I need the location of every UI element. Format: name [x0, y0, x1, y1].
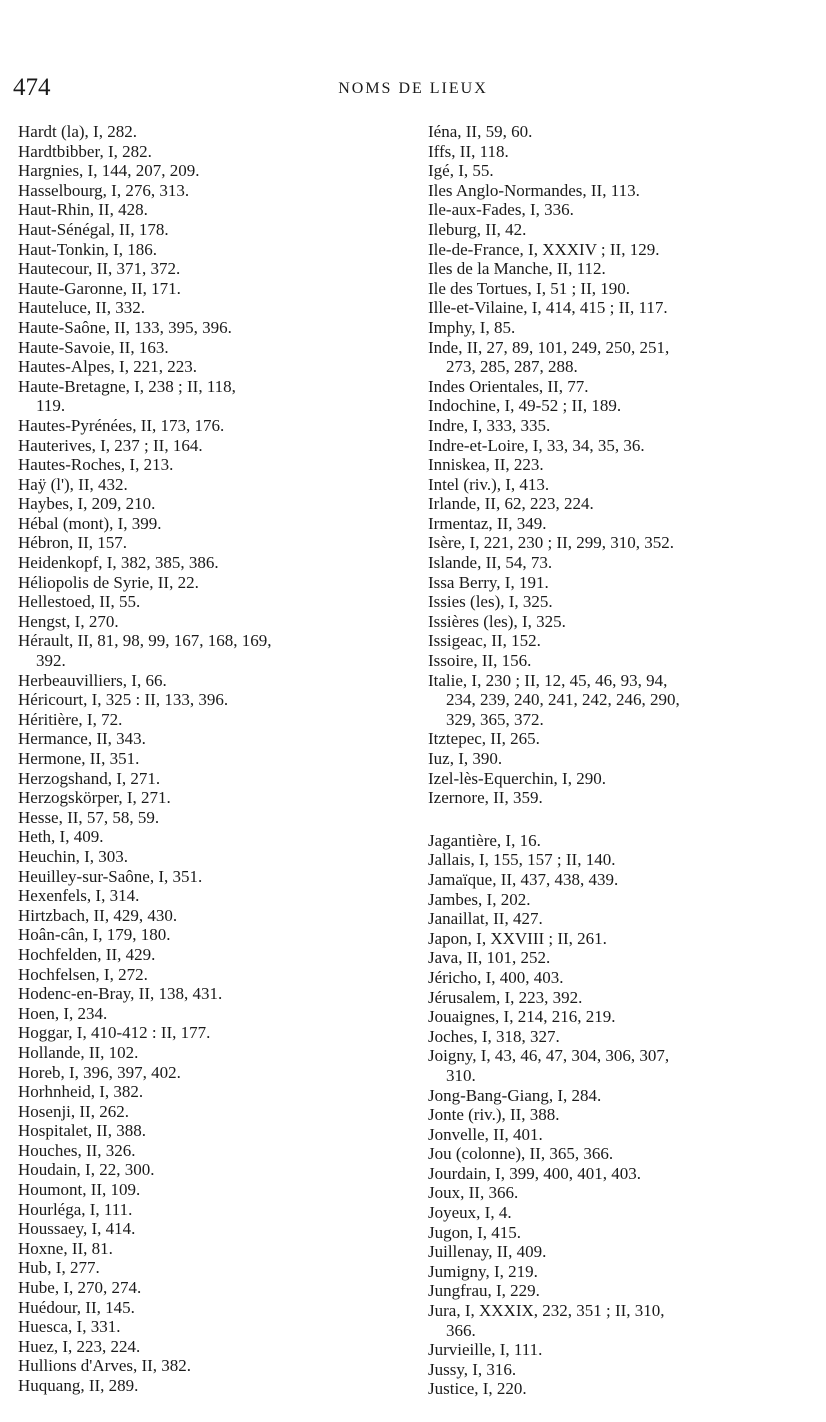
index-entry-text: Herzogskörper, I, 271. [18, 788, 171, 808]
index-entry [18, 161, 428, 181]
index-entry-text: Hexenfels, I, 314. [18, 886, 140, 906]
index-entry-text: Jussy, I, 316. [428, 1359, 517, 1379]
index-entry [428, 416, 824, 436]
index-entry [428, 220, 824, 240]
index-entry-text: Ille-et-Vilaine, I, 414, 415 ; II, 117. [428, 298, 668, 318]
index-entry-text: Indre, I, 333, 335. [428, 415, 551, 435]
index-entry [18, 749, 428, 769]
index-entry [428, 1125, 824, 1145]
index-entry-text: Joigny, I, 43, 46, 47, 304, 306, 307, [428, 1046, 670, 1066]
index-entry [428, 988, 824, 1008]
index-entry-text: Jura, I, XXXIX, 232, 351 ; II, 310, [428, 1301, 665, 1321]
index-entry-text: Issières (les), I, 325. [428, 611, 566, 631]
index-entry [428, 1340, 824, 1360]
index-entry-text: Jéricho, I, 400, 403. [428, 967, 564, 987]
index-entry [18, 1278, 428, 1298]
index-entry-text: Iéna, II, 59, 60. [428, 122, 533, 141]
index-entry [18, 886, 428, 906]
index-entry [18, 573, 428, 593]
index-entry-text: Horeb, I, 396, 397, 402. [18, 1062, 181, 1082]
index-entry-text: Justice, I, 220. [428, 1379, 527, 1399]
index-entry [428, 870, 824, 890]
index-entry [428, 909, 824, 929]
index-entry [18, 906, 428, 926]
index-entry-text: Islande, II, 54, 73. [428, 553, 553, 573]
index-entry-text: Joches, I, 318, 327. [428, 1026, 560, 1046]
index-entry-text: Jumigny, I, 219. [428, 1261, 538, 1281]
index-entry [18, 847, 428, 867]
index-entry [428, 494, 824, 514]
index-entry-text: Hauterives, I, 237 ; II, 164. [18, 435, 203, 455]
index-entry [428, 181, 824, 201]
index-entry [428, 1379, 824, 1399]
index-entry [18, 729, 428, 749]
index-entry-text: Hauteluce, II, 332. [18, 298, 145, 318]
index-entry-text: Huesca, I, 331. [18, 1317, 121, 1337]
index-entry [18, 436, 428, 456]
index-entry [18, 122, 428, 142]
index-entry [428, 1144, 824, 1164]
index-entry-text: Houches, II, 326. [18, 1140, 136, 1160]
section-gap [428, 808, 824, 831]
index-entry [18, 338, 428, 358]
index-entry [428, 142, 824, 162]
index-entry [428, 1223, 824, 1243]
index-entry [18, 1219, 428, 1239]
index-entry [428, 1007, 824, 1027]
index-entry-text: Imphy, I, 85. [428, 317, 516, 337]
index-entry-text: Hargnies, I, 144, 207, 209. [18, 161, 200, 181]
index-entry-continuation: 273, 285, 287, 288. [446, 357, 578, 377]
index-entry-text: Jérusalem, I, 223, 392. [428, 987, 583, 1007]
index-entry-text: Haute-Garonne, II, 171. [18, 278, 181, 298]
index-entry-text: Joux, II, 366. [428, 1183, 519, 1203]
index-entry [428, 377, 824, 397]
index-section-i [428, 122, 824, 808]
index-entry [18, 220, 428, 240]
index-entry [428, 929, 824, 949]
index-entry-text: Intel (riv.), I, 413. [428, 474, 550, 494]
index-entry-text: Huez, I, 223, 224. [18, 1336, 141, 1356]
index-entry [428, 948, 824, 968]
index-entry-text: Izel-lès-Equerchin, I, 290. [428, 768, 606, 788]
index-entry [428, 455, 824, 475]
index-entry-text: Hourléga, I, 111. [18, 1199, 133, 1219]
index-entry-text: Issoire, II, 156. [428, 651, 532, 671]
index-entry-text: Indes Orientales, II, 77. [428, 376, 589, 396]
index-entry-text: Hautecour, II, 371, 372. [18, 259, 181, 279]
index-entry-text: Ile-aux-Fades, I, 336. [428, 200, 574, 220]
index-entry [18, 181, 428, 201]
index-entry [428, 612, 824, 632]
index-entry [18, 475, 428, 495]
index-entry [428, 573, 824, 593]
index-entry-text: Heidenkopf, I, 382, 385, 386. [18, 553, 219, 573]
index-entry [18, 533, 428, 553]
index-entry-text: Hermone, II, 351. [18, 749, 140, 768]
index-entry-text: Herzogshand, I, 271. [18, 768, 161, 788]
index-entry [428, 1301, 824, 1340]
index-entry [18, 240, 428, 260]
index-entry-text: Héliopolis de Syrie, II, 22. [18, 572, 199, 592]
index-entry [428, 1360, 824, 1380]
index-entry [428, 890, 824, 910]
index-entry [18, 318, 428, 338]
index-entry-continuation: 392. [36, 651, 66, 671]
index-entry [18, 612, 428, 632]
index-entry [428, 514, 824, 534]
running-head: NOMS DE LIEUX [338, 80, 488, 97]
index-entry [428, 396, 824, 416]
index-entry [428, 298, 824, 318]
index-entry [428, 553, 824, 573]
index-entry-text: Jamaïque, II, 437, 438, 439. [428, 869, 619, 889]
index-entry-continuation: 310. [446, 1065, 476, 1085]
index-entry-text: Hautes-Pyrénées, II, 173, 176. [18, 415, 225, 435]
index-entry-text: Jungfrau, I, 229. [428, 1281, 540, 1301]
index-entry [428, 631, 824, 651]
index-entry [18, 788, 428, 808]
page-number: 474 [13, 74, 51, 101]
index-entry [428, 769, 824, 789]
index-entry [18, 142, 428, 162]
index-entry [428, 338, 824, 377]
index-section-j [428, 831, 824, 1399]
index-entry [428, 651, 824, 671]
index-entry [18, 553, 428, 573]
index-entry [18, 416, 428, 436]
index-entry-text: Jonvelle, II, 401. [428, 1124, 543, 1144]
index-entry [18, 1141, 428, 1161]
index-entry-text: Héritière, I, 72. [18, 709, 123, 729]
index-entry [18, 1160, 428, 1180]
index-entry [18, 1298, 428, 1318]
index-entry [18, 867, 428, 887]
index-entry-text: Huquang, II, 289. [18, 1376, 139, 1395]
index-entry [428, 1027, 824, 1047]
index-entry-text: Hosenji, II, 262. [18, 1101, 129, 1121]
index-entry [428, 749, 824, 769]
index-entry-text: Hasselbourg, I, 276, 313. [18, 180, 190, 200]
index-entry [18, 965, 428, 985]
index-entry-text: Haybes, I, 209, 210. [18, 494, 156, 514]
index-entry [18, 925, 428, 945]
index-entry [428, 279, 824, 299]
index-entry-text: Haut-Sénégal, II, 178. [18, 219, 169, 239]
index-entry-text: Ile des Tortues, I, 51 ; II, 190. [428, 278, 630, 298]
index-entry-text: Issigeac, II, 152. [428, 631, 541, 651]
index-entry-text: Irlande, II, 62, 223, 224. [428, 494, 594, 514]
index-entry-text: Hochfelsen, I, 272. [18, 964, 148, 984]
index-entry-text: Hérault, II, 81, 98, 99, 167, 168, 169, [18, 631, 272, 651]
index-entry-text: Heth, I, 409. [18, 827, 104, 847]
index-entry-text: Heuchin, I, 303. [18, 846, 129, 866]
index-entry [18, 377, 428, 416]
index-entry-text: Irmentaz, II, 349. [428, 513, 547, 533]
index-entry-text: Inde, II, 27, 89, 101, 249, 250, 251, [428, 337, 670, 357]
index-entry-text: Haute-Saône, II, 133, 395, 396. [18, 317, 232, 337]
index-entry [18, 494, 428, 514]
index-entry-text: Issies (les), I, 325. [428, 592, 553, 612]
index-entry-text: Hospitalet, II, 388. [18, 1121, 146, 1141]
index-entry [18, 1317, 428, 1337]
index-entry [428, 1183, 824, 1203]
index-entry-text: Jugon, I, 415. [428, 1222, 522, 1242]
index-entry-text: Horhnheid, I, 382. [18, 1082, 144, 1102]
index-entry [18, 690, 428, 710]
index-entry [18, 945, 428, 965]
index-entry [18, 1337, 428, 1357]
index-entry [428, 831, 824, 851]
index-entry-text: Haÿ (l'), II, 432. [18, 474, 128, 494]
index-entry [18, 1356, 428, 1376]
index-entry-text: Iuz, I, 390. [428, 749, 503, 768]
index-entry [18, 259, 428, 279]
index-entry [428, 729, 824, 749]
index-entry-text: Hengst, I, 270. [18, 611, 119, 631]
index-entry-text: Iles Anglo-Normandes, II, 113. [428, 180, 640, 200]
index-entry-text: Houdain, I, 22, 300. [18, 1160, 155, 1180]
index-entry [428, 240, 824, 260]
index-entry-text: Hesse, II, 57, 58, 59. [18, 807, 160, 827]
index-entry-text: Hébal (mont), I, 399. [18, 513, 162, 533]
index-entry [428, 318, 824, 338]
index-entry [18, 357, 428, 377]
index-entry-text: Hermance, II, 343. [18, 729, 146, 749]
index-entry [428, 1046, 824, 1085]
index-entry-text: Houmont, II, 109. [18, 1180, 141, 1200]
index-column-left [18, 122, 428, 1396]
index-entry-text: Jallais, I, 155, 157 ; II, 140. [428, 850, 616, 870]
index-entry-text: Hautes-Roches, I, 213. [18, 455, 174, 475]
index-entry-text: Héricourt, I, 325 : II, 133, 396. [18, 690, 229, 710]
index-entry-text: Juillenay, II, 409. [428, 1242, 547, 1262]
index-entry-continuation: 119. [36, 396, 66, 416]
index-entry [18, 1063, 428, 1083]
index-entry-text: Hullions d'Arves, II, 382. [18, 1356, 192, 1376]
index-entry [18, 1043, 428, 1063]
index-entry-text: Inniskea, II, 223. [428, 455, 544, 475]
index-entry-text: Jonte (riv.), II, 388. [428, 1105, 560, 1125]
index-entry [428, 592, 824, 612]
index-entry-text: Haute-Savoie, II, 163. [18, 337, 169, 357]
index-entry [428, 122, 824, 142]
index-entry-text: Joyeux, I, 4. [428, 1203, 512, 1223]
index-entry-text: Indochine, I, 49-52 ; II, 189. [428, 396, 622, 416]
index-entry-text: Haut-Tonkin, I, 186. [18, 239, 158, 259]
index-entry-text: Izernore, II, 359. [428, 788, 543, 808]
index-entry [428, 1203, 824, 1223]
index-entry-text: Hoxne, II, 81. [18, 1238, 113, 1258]
index-entry [18, 1023, 428, 1043]
index-entry-text: Jou (colonne), II, 365, 366. [428, 1144, 614, 1164]
index-entry [18, 1258, 428, 1278]
index-entry-text: Janaillat, II, 427. [428, 909, 543, 929]
index-entry [428, 671, 824, 730]
index-entry [428, 968, 824, 988]
index-entry-continuation: 366. [446, 1320, 476, 1340]
index-entry-text: Indre-et-Loire, I, 33, 34, 35, 36. [428, 435, 645, 455]
index-entry [18, 455, 428, 475]
index-entry [428, 850, 824, 870]
index-entry [18, 631, 428, 670]
index-entry-text: Jurvieille, I, 111. [428, 1340, 543, 1360]
index-entry [428, 475, 824, 495]
index-entry [18, 1200, 428, 1220]
index-entry-text: Hardt (la), I, 282. [18, 122, 137, 141]
index-entry-text: Jouaignes, I, 214, 216, 219. [428, 1007, 616, 1027]
index-entry-text: Haut-Rhin, II, 428. [18, 200, 148, 220]
index-entry [18, 710, 428, 730]
index-entry-text: Hodenc-en-Bray, II, 138, 431. [18, 984, 223, 1004]
index-entry-text: Hardtbibber, I, 282. [18, 141, 152, 161]
index-entry [18, 1239, 428, 1259]
index-entry [18, 1180, 428, 1200]
index-entry [18, 827, 428, 847]
index-entry-text: Igé, I, 55. [428, 161, 494, 181]
index-entry [428, 1242, 824, 1262]
index-entry [18, 514, 428, 534]
index-entry [428, 788, 824, 808]
index-entry [18, 1004, 428, 1024]
index-entry [18, 279, 428, 299]
index-entry [18, 298, 428, 318]
index-entry-text: Herbeauvilliers, I, 66. [18, 670, 167, 690]
index-entry-text: Isère, I, 221, 230 ; II, 299, 310, 352. [428, 533, 674, 553]
index-entry [428, 1262, 824, 1282]
index-entry [18, 1082, 428, 1102]
index-entry-text: Huédour, II, 145. [18, 1297, 135, 1317]
index-entry-text: Hellestoed, II, 55. [18, 592, 141, 612]
index-entry-text: Houssaey, I, 414. [18, 1219, 136, 1239]
index-entry-text: Hub, I, 277. [18, 1258, 100, 1278]
index-entry-text: Jourdain, I, 399, 400, 401, 403. [428, 1163, 641, 1183]
index-entry [18, 1102, 428, 1122]
index-entry [428, 533, 824, 553]
index-entry-text: Hoggar, I, 410-412 : II, 177. [18, 1023, 211, 1043]
index-entry [18, 200, 428, 220]
index-entry-text: Jagantière, I, 16. [428, 830, 541, 850]
index-entry-text: Ileburg, II, 42. [428, 219, 527, 239]
index-entry-text: Java, II, 101, 252. [428, 948, 551, 968]
index-entry-text: Japon, I, XXVIII ; II, 261. [428, 928, 607, 948]
index-entry-text: Hoen, I, 234. [18, 1003, 108, 1023]
index-entry [18, 769, 428, 789]
index-entry [428, 1105, 824, 1125]
index-entry [18, 1376, 428, 1396]
index-entry [428, 1086, 824, 1106]
index-entry-text: Jong-Bang-Giang, I, 284. [428, 1085, 602, 1105]
index-entry-text: Heuilley-sur-Saône, I, 351. [18, 866, 203, 886]
index-entry [428, 1281, 824, 1301]
index-entry-continuation: 234, 239, 240, 241, 242, 246, 290, 329, 365, 372. [446, 690, 680, 729]
index-entry [428, 161, 824, 181]
index-entry-text: Hoân-cân, I, 179, 180. [18, 925, 171, 945]
index-entry [428, 436, 824, 456]
index-entry-text: Iffs, II, 118. [428, 141, 509, 161]
index-entry [18, 592, 428, 612]
index-entry [18, 984, 428, 1004]
index-entry-text: Ile-de-France, I, XXXIV ; II, 129. [428, 239, 660, 259]
index-entry-text: Itztepec, II, 265. [428, 729, 540, 749]
index-entry-text: Hollande, II, 102. [18, 1042, 139, 1062]
index-entry-text: Italie, I, 230 ; II, 12, 45, 46, 93, 94, [428, 670, 668, 690]
index-entry-text: Hirtzbach, II, 429, 430. [18, 905, 178, 925]
index-entry-text: Hautes-Alpes, I, 221, 223. [18, 357, 197, 377]
index-entry-text: Jambes, I, 202. [428, 889, 531, 909]
index-entry [428, 200, 824, 220]
index-entry [18, 1121, 428, 1141]
index-entry [428, 259, 824, 279]
index-entry-text: Iles de la Manche, II, 112. [428, 259, 606, 279]
index-entry-text: Issa Berry, I, 191. [428, 572, 549, 592]
index-entry [18, 671, 428, 691]
index-entry [18, 808, 428, 828]
index-entry [428, 1164, 824, 1184]
index-entry-text: Hébron, II, 157. [18, 533, 128, 553]
index-entry-text: Haute-Bretagne, I, 238 ; II, 118, [18, 376, 236, 396]
index-entry-text: Hochfelden, II, 429. [18, 944, 156, 964]
index-entry-text: Hube, I, 270, 274. [18, 1278, 142, 1298]
index-column-right [428, 122, 824, 1399]
